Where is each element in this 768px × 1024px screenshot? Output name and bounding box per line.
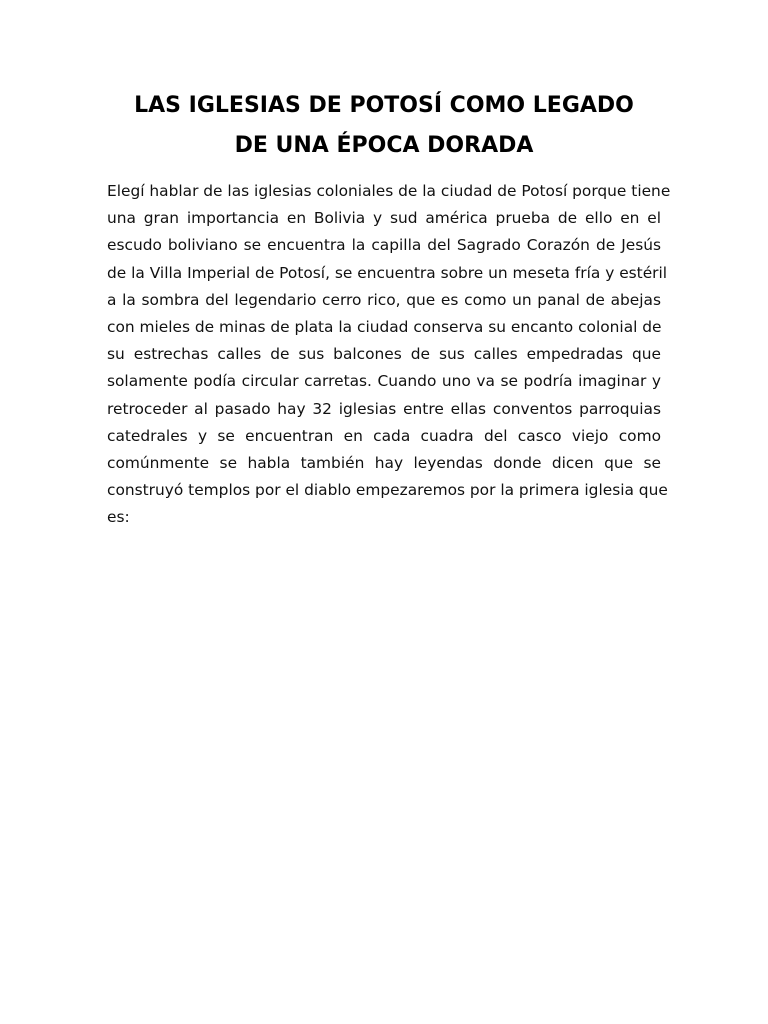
- paragraph-line: Elegí hablar de las iglesias coloniales de la ciudad de Potosí porque tiene: [107, 182, 671, 200]
- document-title-line-1: LAS IGLESIAS DE POTOSÍ COMO LEGADO: [134, 93, 634, 118]
- paragraph-line: su estrechas calles de sus balcones de sus calles empedradas que: [107, 345, 661, 364]
- document-title-line-2: DE UNA ÉPOCA DORADA: [234, 133, 534, 158]
- document-title: [100, 86, 668, 166]
- paragraph-line: de la Villa Imperial de Potosí, se encuentra sobre un meseta fría y estéril: [107, 263, 668, 282]
- paragraph-line: comúnmente se habla también hay leyendas donde dicen que se: [107, 453, 661, 472]
- paragraph-line: es:: [107, 508, 130, 527]
- paragraph-line: catedrales y se encuentran en cada cuadra del casco viejo como: [107, 426, 661, 445]
- paragraph-line: solamente podía circular carretas. Cuando uno va se podría imaginar y: [107, 372, 661, 391]
- document-paragraph: [107, 178, 671, 531]
- paragraph-line: escudo boliviano se encuentra la capilla del Sagrado Corazón de Jesús: [107, 236, 661, 255]
- paragraph-line: con mieles de minas de plata la ciudad conserva su encanto colonial de: [107, 317, 662, 336]
- paragraph-line: retroceder al pasado hay 32 iglesias entre ellas conventos parroquias: [107, 399, 661, 418]
- paragraph-line: a la sombra del legendario cerro rico, que es como un panal de abejas: [107, 290, 661, 309]
- paragraph-line: construyó templos por el diablo empezaremos por la primera iglesia que: [107, 481, 668, 500]
- paragraph-line: una gran importancia en Bolivia y sud américa prueba de ello en el: [107, 209, 661, 228]
